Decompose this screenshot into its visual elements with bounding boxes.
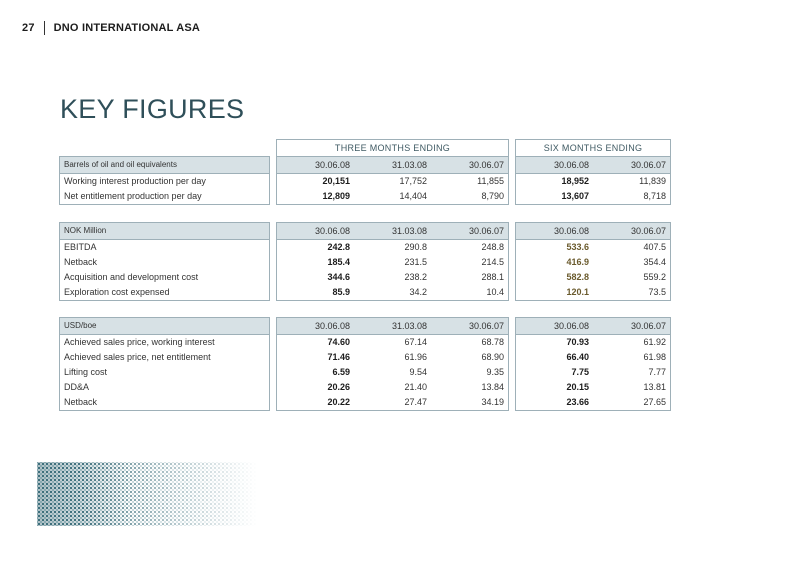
cell: 11,855 xyxy=(431,174,509,190)
cell: 12,809 xyxy=(277,189,355,205)
cell: 238.2 xyxy=(404,272,427,282)
cell: 27.47 xyxy=(354,395,431,411)
cell: 7.75 xyxy=(516,365,594,380)
cell: 70.93 xyxy=(516,335,594,351)
row-label: EBITDA xyxy=(60,240,270,256)
cell: 67.14 xyxy=(404,337,427,347)
cell: 10.4 xyxy=(431,285,509,301)
cell: 11,839 xyxy=(593,174,671,190)
column-header: 30.06.08 xyxy=(277,318,355,335)
table-row xyxy=(60,365,671,380)
column-header: 30.06.07 xyxy=(593,157,671,174)
cell: 17,752 xyxy=(399,176,427,186)
row-label: Net entitlement production per day xyxy=(60,189,270,205)
column-header: 30.06.08 xyxy=(516,223,594,240)
table-row xyxy=(60,350,671,365)
cell: 73.5 xyxy=(593,285,671,301)
table-row xyxy=(60,335,671,351)
cell: 9.35 xyxy=(431,365,509,380)
cell: 242.8 xyxy=(277,240,355,256)
period-group-row xyxy=(60,140,671,157)
row-label: Netback xyxy=(60,395,270,411)
section-label: USD/boe xyxy=(60,318,270,335)
table-row xyxy=(60,240,671,256)
table-row xyxy=(60,270,671,285)
cell: 20.26 xyxy=(277,380,355,395)
cell: 13.81 xyxy=(593,380,671,395)
row-label: Netback xyxy=(60,255,270,270)
cell: 61.98 xyxy=(593,350,671,365)
cell: 214.5 xyxy=(431,255,509,270)
table-header-row xyxy=(60,318,671,335)
cell: 66.40 xyxy=(516,350,594,365)
cell: 20.22 xyxy=(277,395,355,411)
column-header: 30.06.07 xyxy=(593,223,671,240)
three-months-label: THREE MONTHS ENDING xyxy=(277,140,509,157)
cell: 34.2 xyxy=(354,285,431,301)
company-name: DNO INTERNATIONAL ASA xyxy=(53,22,201,34)
row-label: Achieved sales price, net entitlement xyxy=(60,350,270,365)
row-label: DD&A xyxy=(60,380,270,395)
column-header: 30.06.08 xyxy=(277,223,355,240)
cell: 27.65 xyxy=(593,395,671,411)
cell: 559.2 xyxy=(593,270,671,285)
key-figures-table-usd-boe xyxy=(59,317,671,411)
cell: 8,718 xyxy=(593,189,671,205)
cell: 120.1 xyxy=(516,285,594,301)
cell: 13.84 xyxy=(431,380,509,395)
cell: 13,607 xyxy=(516,189,594,205)
table-row xyxy=(60,189,671,205)
cell: 8,790 xyxy=(431,189,509,205)
table-header-row xyxy=(60,157,671,174)
column-header: 30.06.08 xyxy=(516,318,594,335)
cell: 68.78 xyxy=(431,335,509,351)
cell: 61.92 xyxy=(593,335,671,351)
cell: 74.60 xyxy=(277,335,355,351)
column-header: 30.06.07 xyxy=(431,223,509,240)
key-figures-table-barrels xyxy=(59,139,671,205)
cell: 344.6 xyxy=(277,270,355,285)
cell: 533.6 xyxy=(516,240,594,256)
column-header: 30.06.08 xyxy=(277,157,355,174)
cell: 85.9 xyxy=(277,285,355,301)
cell: 68.90 xyxy=(431,350,509,365)
cell: 61.96 xyxy=(404,352,427,362)
cell: 21.40 xyxy=(404,382,427,392)
cell: 9.54 xyxy=(409,367,427,377)
column-header: 31.03.08 xyxy=(354,318,431,335)
table-row xyxy=(60,174,671,190)
cell: 23.66 xyxy=(516,395,594,411)
page-title: KEY FIGURES xyxy=(60,94,245,124)
cell: 248.8 xyxy=(431,240,509,256)
table-row xyxy=(60,255,671,270)
cell: 34.19 xyxy=(431,395,509,411)
cell: 407.5 xyxy=(593,240,671,256)
decorative-dot-pattern xyxy=(37,462,257,526)
cell: 20.15 xyxy=(516,380,594,395)
cell: 185.4 xyxy=(277,255,355,270)
section-label: Barrels of oil and oil equivalents xyxy=(60,157,270,174)
column-header: 30.06.07 xyxy=(593,318,671,335)
cell: 582.8 xyxy=(516,270,594,285)
column-header: 31.03.08 xyxy=(354,157,431,174)
cell: 290.8 xyxy=(404,242,427,252)
table-row xyxy=(60,380,671,395)
cell: 20,151 xyxy=(277,174,355,190)
cell: 18,952 xyxy=(516,174,594,190)
table-row xyxy=(60,395,671,411)
row-label: Exploration cost expensed xyxy=(60,285,270,301)
cell: 6.59 xyxy=(277,365,355,380)
page-header xyxy=(22,20,200,36)
page-number: 27 xyxy=(22,22,35,34)
cell: 71.46 xyxy=(277,350,355,365)
column-header: 31.03.08 xyxy=(354,223,431,240)
table-row xyxy=(60,285,671,301)
header-divider xyxy=(44,21,45,35)
cell: 231.5 xyxy=(404,257,427,267)
column-header: 30.06.07 xyxy=(431,318,509,335)
row-label: Acquisition and development cost xyxy=(60,270,270,285)
cell: 416.9 xyxy=(516,255,594,270)
cell: 14,404 xyxy=(354,189,431,205)
key-figures-table-nok xyxy=(59,222,671,301)
row-label: Lifting cost xyxy=(60,365,270,380)
section-label: NOK Million xyxy=(60,223,270,240)
column-header: 30.06.08 xyxy=(516,157,594,174)
row-label: Working interest production per day xyxy=(60,174,270,190)
table-header-row xyxy=(60,223,671,240)
cell: 7.77 xyxy=(593,365,671,380)
row-label: Achieved sales price, working interest xyxy=(60,335,270,351)
cell: 354.4 xyxy=(593,255,671,270)
six-months-label: SIX MONTHS ENDING xyxy=(516,140,671,157)
column-header: 30.06.07 xyxy=(431,157,509,174)
cell: 288.1 xyxy=(431,270,509,285)
